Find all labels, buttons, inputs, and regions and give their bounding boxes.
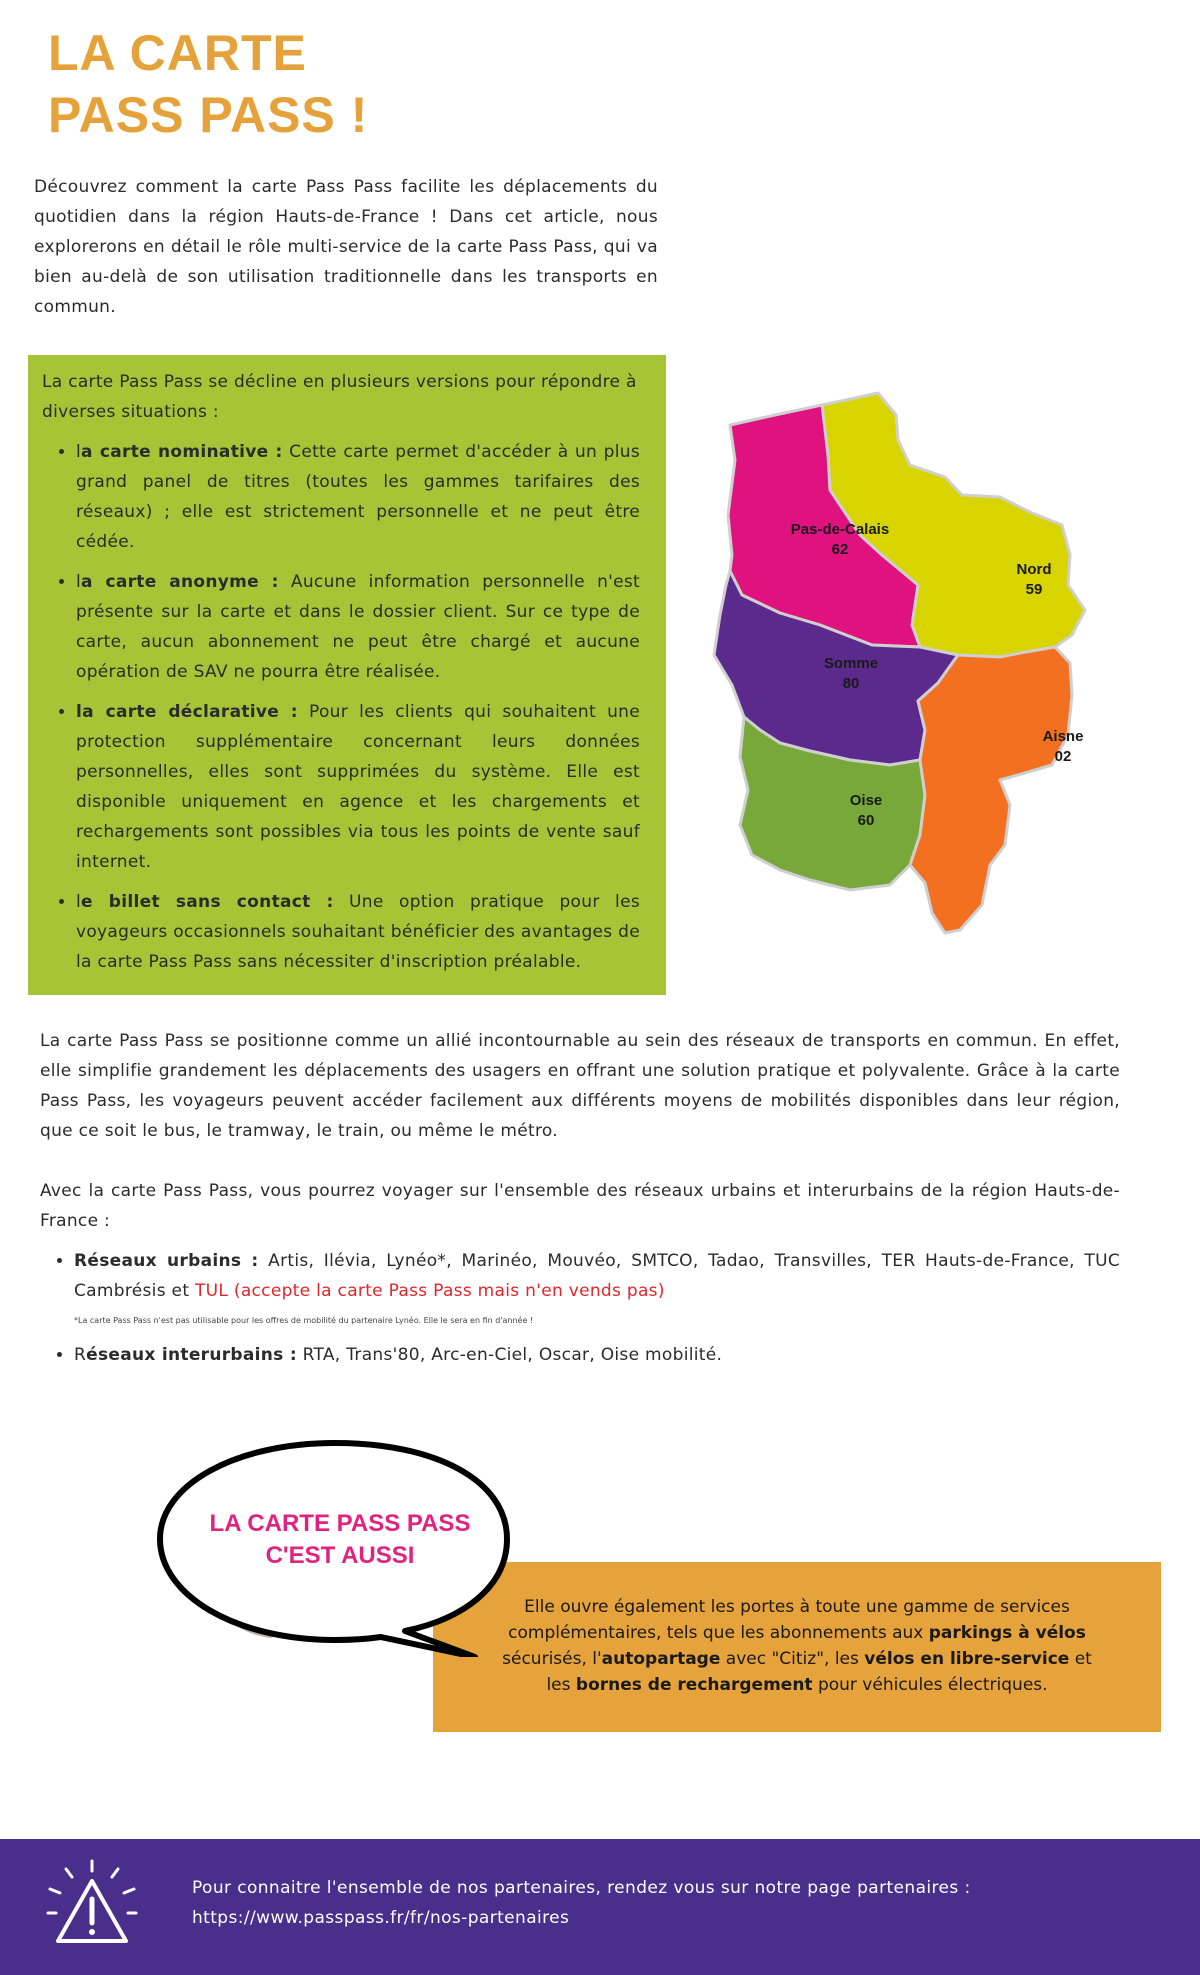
map-code-oise: 60: [857, 812, 875, 829]
footer-text: [192, 1873, 971, 1933]
intro-paragraph: Découvrez comment la carte Pass Pass facilite les déplacements du quotidien dans la région Hauts-de-France ! Dans cet article, nous explorerons en détail le rôle multi-service de la carte Pass Pass, qui va bien au-delà de son utilisation traditionnelle dans les transports en commun.: [34, 177, 658, 317]
title-line-1: LA CARTE: [48, 25, 307, 81]
map-label-nord: Nord: [1016, 561, 1052, 578]
bubble-title: LA CARTE PASS PASS C'EST AUSSI: [209, 1510, 471, 1569]
map-label-pas-de-calais: Pas-de-Calais: [790, 521, 890, 538]
version-item-anonymous: • la carte anonyme : Aucune information personnelle n'est présente sur la carte et dans le dossier client. Sur ce type de carte, aucun abonnement ne peut être chargé et aucune opération de SAV ne pourra être réalisée.: [76, 567, 640, 687]
card-versions-box: [28, 355, 666, 995]
map-code-aisne: 02: [1054, 748, 1072, 765]
map-code-nord: 59: [1025, 581, 1043, 598]
page-title: [48, 22, 368, 146]
networks-paragraph-1: La carte Pass Pass se positionne comme un allié incontournable au sein des réseaux de transports en commun. En effet, elle simplifie grandement les déplacements des usagers en offrant une solution pratique et polyvalente. Grâce à la carte Pass Pass, les voyageurs peuvent accéder facilement aux différents moyens de mobilités disponibles dans leur région, que ce soit le bus, le tramway, le train, ou même le métro.: [40, 1031, 1120, 1141]
title-line-2: PASS PASS !: [48, 87, 369, 143]
version-item-declarative: • la carte déclarative : Pour les clients qui souhaitent une protection supplémentaire concernant leurs données personnelles, elles sont supprimées du système. Elle est disponible uniquement en agence et les chargements et rechargements sont possibles via tous les points de vente sauf internet.: [76, 697, 640, 877]
networks-urban-item: • Réseaux urbains : Artis, Ilévia, Lynéo*, Marinéo, Mouvéo, SMTCO, Tadao, Transvilles, TER Hauts-de-France, TUC Cambrésis et TUL (accepte la carte Pass Pass mais n'en vends pas) *La carte Pass Pass n'est pas utilisable pour les offres de mobilité du partenaire Lynéo. Elle le sera en fin d'année !: [74, 1246, 1120, 1328]
networks-list: [40, 1246, 1120, 1370]
networks-section: [40, 1026, 1120, 1370]
region-map: [700, 385, 1180, 955]
lyneo-footnote: *La carte Pass Pass n'est pas utilisable pour les offres de mobilité du partenaire Lynéo. Elle le sera en fin d'année !: [74, 1316, 534, 1325]
networks-interurban-item: • Réseaux interurbains : RTA, Trans'80, Arc-en-Ciel, Oscar, Oise mobilité.: [74, 1340, 1120, 1370]
map-label-oise: Oise: [849, 792, 883, 809]
networks-paragraph-2: Avec la carte Pass Pass, vous pourrez voyager sur l'ensemble des réseaux urbains et interurbains de la région Hauts-de-France :: [40, 1181, 1120, 1231]
versions-list: [42, 437, 640, 977]
footer-banner: [0, 1839, 1200, 1975]
services-box: Elle ouvre également les portes à toute une gamme de services complémentaires, tels que les abonnements aux parkings à vélos sécurisés, l'autopartage avec "Citiz", les vélos en libre-service et les bornes de rechargement pour véhicules électriques.: [433, 1562, 1161, 1732]
map-region-aisne: [910, 647, 1072, 933]
tul-note: TUL (accepte la carte Pass Pass mais n'en vends pas): [194, 1281, 665, 1301]
partners-link[interactable]: https://www.passpass.fr/fr/nos-partenaires: [192, 1908, 570, 1928]
map-code-pas-de-calais: 62: [831, 541, 849, 558]
footer-line-1: Pour connaitre l'ensemble de nos partenaires, rendez vous sur notre page partenaires :: [192, 1878, 971, 1898]
map-label-somme: Somme: [823, 655, 879, 672]
map-label-aisne: Aisne: [1042, 728, 1084, 745]
version-item-contactless: • le billet sans contact : Une option pratique pour les voyageurs occasionnels souhaitant bénéficier des avantages de la carte Pass Pass sans nécessiter d'inscription préalable.: [76, 887, 640, 977]
warning-icon: [42, 1855, 142, 1955]
map-code-somme: 80: [842, 675, 860, 692]
versions-intro: La carte Pass Pass se décline en plusieurs versions pour répondre à diverses situations :: [42, 372, 637, 422]
version-item-nominative: • la carte nominative : Cette carte permet d'accéder à un plus grand panel de titres (toutes les gammes tarifaires des réseaux) ; elle est strictement personnelle et ne peut être cédée.: [76, 437, 640, 557]
